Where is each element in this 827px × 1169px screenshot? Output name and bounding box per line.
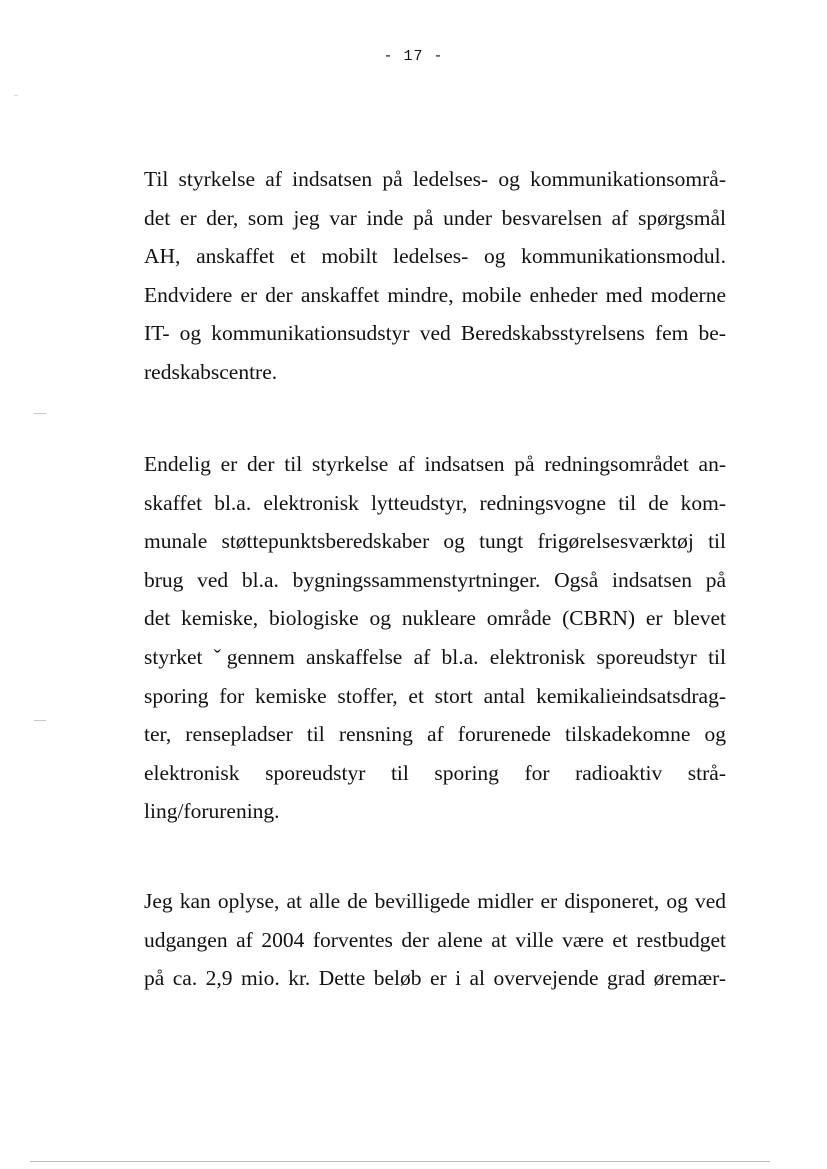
text-line: AH, anskaffet et mobilt ledelses- og kommunikationsmodul. [144,244,726,269]
text-line: elektronisk sporeudstyr til sporing for radioaktiv strå- [144,760,726,785]
scan-artifact-mark [34,720,46,721]
paragraph-3 [144,882,726,998]
text-line: det kemiske, biologiske og nukleare område (CBRN) er blevet [144,606,726,631]
page-bottom-rule [30,1161,770,1162]
text-line: på ca. 2,9 mio. kr. Dette beløb er i al overvejende grad øremær- [144,966,726,991]
text-line: skaffet bl.a. elektronisk lytteudstyr, redningsvogne til de kom- [144,490,726,515]
text-line: brug ved bl.a. bygningssammenstyrtninger. Også indsatsen på [144,567,726,592]
text-line: det er der, som jeg var inde på under besvarelsen af spørgsmål [144,205,726,230]
text-line: Endelig er der til styrkelse af indsatsen på redningsområdet an- [144,452,726,476]
text-line: redskabscentre. [144,359,278,384]
scan-artifact-mark [14,95,18,96]
text-line: ter, rensepladser til rensning af forurenede tilskadekomne og [144,722,726,747]
text-line: munale støttepunktsberedskaber og tungt frigørelsesværktøj til [144,529,726,554]
text-line: udgangen af 2004 forventes der alene at ville være et restbudget [144,927,726,952]
page-number: - 17 - [383,48,444,65]
text-line: IT- og kommunikationsudstyr ved Beredskabsstyrelsens fem be- [144,321,726,346]
text-line: Endvidere er der anskaffet mindre, mobile enheder med moderne [144,282,726,307]
text-line: Til styrkelse af indsatsen på ledelses- og kommunikationsområ- [144,167,726,191]
paragraph-2 [144,445,726,831]
text-line: Jeg kan oplyse, at alle de bevilligede midler er disponeret, og ved [144,889,726,913]
scan-artifact-mark [34,413,46,414]
text-line: ling/forurening. [144,799,280,824]
text-line: sporing for kemiske stoffer, et stort antal kemikalieindsatsdrag- [144,683,726,708]
text-line: styrket ˇgennem anskaffelse af bl.a. elektronisk sporeudstyr til [144,644,726,669]
paragraph-1 [144,160,726,392]
